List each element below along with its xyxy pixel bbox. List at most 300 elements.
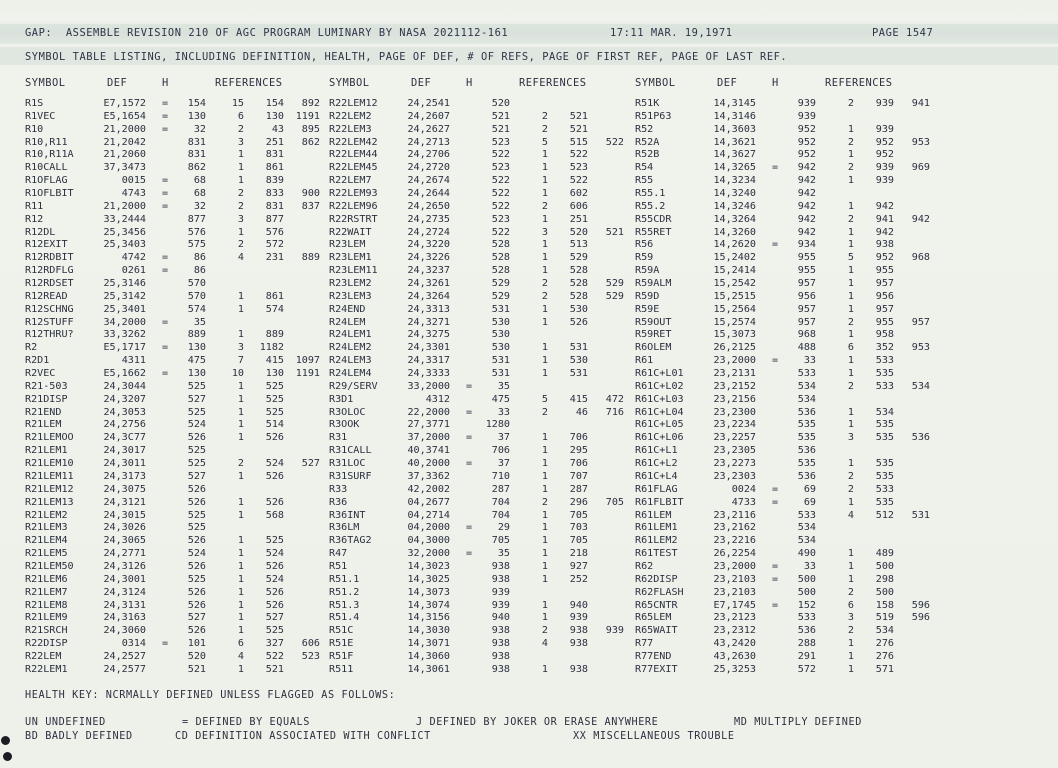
cell-first-ref: 525: [265, 535, 284, 547]
cell-ref-count: 1: [847, 419, 854, 431]
cell-first-ref: 939: [875, 175, 894, 187]
cell-ref-count: 2: [541, 625, 548, 637]
cell-definition: 23,2303: [713, 470, 756, 482]
cell-def-page: 529: [491, 290, 510, 302]
cell-def-page: 955: [797, 265, 816, 277]
cell-symbol: R1VEC: [25, 110, 56, 122]
cell-definition: 0261: [121, 265, 146, 277]
cell-ref-count: 1: [237, 560, 244, 572]
cell-symbol: R10,R11A: [25, 149, 74, 161]
cell-definition: 42,2002: [407, 483, 450, 495]
cell-first-ref: 831: [265, 149, 284, 161]
cell-ref-count: 1: [237, 496, 244, 508]
cell-first-ref: 252: [569, 573, 588, 585]
cell-first-ref: 1182: [259, 342, 284, 354]
cell-first-ref: 530: [569, 355, 588, 367]
cell-ref-count: 1: [847, 663, 854, 675]
cell-symbol: R21LEMOO: [25, 432, 74, 444]
cell-def-page: 536: [797, 445, 816, 457]
cell-symbol: R22RSTRT: [329, 213, 378, 225]
cell-last-ref: 968: [911, 252, 930, 264]
cell-symbol: R61C+L04: [635, 406, 684, 418]
cell-symbol: R59ALM: [635, 278, 672, 290]
cell-symbol: R55.2: [635, 200, 666, 212]
table-row: [0, 239, 1058, 252]
cell-first-ref: 571: [875, 663, 894, 675]
cell-symbol: R62: [635, 560, 654, 572]
cell-symbol: R22LEM42: [329, 136, 378, 148]
cell-first-ref: 535: [875, 368, 894, 380]
cell-symbol: R56: [635, 239, 654, 251]
cell-def-page: 956: [797, 290, 816, 302]
cell-symbol: R21LEM8: [25, 599, 68, 611]
cell-health: =: [162, 638, 169, 650]
cell-first-ref: 521: [265, 663, 284, 675]
cell-symbol: R59E: [635, 303, 660, 315]
page-number: PAGE 1547: [872, 27, 934, 39]
cell-ref-count: 6: [237, 638, 244, 650]
cell-ref-count: 1: [847, 239, 854, 251]
cell-last-ref: 837: [301, 200, 320, 212]
cell-ref-count: 6: [237, 110, 244, 122]
cell-def-page: 938: [491, 663, 510, 675]
cell-symbol: R12THRU?: [25, 329, 74, 341]
cell-first-ref: 524: [265, 548, 284, 560]
cell-def-page: 490: [797, 548, 816, 560]
cell-first-ref: 576: [265, 226, 284, 238]
cell-first-ref: 528: [569, 265, 588, 277]
cell-ref-count: 5: [541, 393, 548, 405]
cell-first-ref: 218: [569, 548, 588, 560]
cell-symbol: R24LEM2: [329, 342, 372, 354]
cell-symbol: R51.2: [329, 586, 360, 598]
column-header-def: DEF: [411, 77, 432, 89]
cell-ref-count: 1: [847, 573, 854, 585]
cell-symbol: R12RDSET: [25, 278, 74, 290]
cell-last-ref: 606: [301, 638, 320, 650]
cell-definition: 24,3131: [103, 599, 146, 611]
cell-ref-count: 4: [541, 638, 548, 650]
cell-def-page: 86: [193, 265, 206, 277]
health-key-item: XX MISCELLANEOUS TROUBLE: [573, 731, 735, 742]
cell-symbol: R24LEM1: [329, 329, 372, 341]
cell-health: =: [162, 188, 169, 200]
cell-def-page: 528: [491, 265, 510, 277]
cell-definition: 14,3265: [713, 162, 756, 174]
cell-first-ref: 500: [875, 560, 894, 572]
cell-symbol: R51C: [329, 625, 354, 637]
cell-definition: 24,3126: [103, 560, 146, 572]
cell-ref-count: 1: [237, 329, 244, 341]
cell-first-ref: 939: [569, 612, 588, 624]
cell-first-ref: 527: [265, 612, 284, 624]
cell-symbol: R54: [635, 162, 654, 174]
cell-def-page: 531: [491, 368, 510, 380]
cell-first-ref: 489: [875, 548, 894, 560]
cell-definition: E5,1662: [103, 368, 146, 380]
cell-first-ref: 535: [875, 432, 894, 444]
cell-ref-count: 1: [847, 329, 854, 341]
cell-health: =: [772, 560, 779, 572]
cell-ref-count: 2: [847, 162, 854, 174]
cell-def-page: 130: [187, 368, 206, 380]
cell-first-ref: 526: [265, 496, 284, 508]
cell-first-ref: 526: [265, 432, 284, 444]
cell-first-ref: 833: [265, 188, 284, 200]
cell-definition: 24,3011: [103, 458, 146, 470]
cell-definition: E5,1717: [103, 342, 146, 354]
cell-ref-count: 1: [541, 483, 548, 495]
table-row: [0, 111, 1058, 124]
cell-definition: 14,3627: [713, 149, 756, 161]
cell-health: =: [162, 316, 169, 328]
cell-def-page: 520: [187, 650, 206, 662]
cell-symbol: R21LEM12: [25, 483, 74, 495]
cell-def-page: 955: [797, 252, 816, 264]
cell-definition: 37,3473: [103, 162, 146, 174]
table-row: [0, 574, 1058, 587]
cell-symbol: R21LEM: [25, 419, 62, 431]
cell-symbol: R21LEM10: [25, 458, 74, 470]
cell-def-page: 520: [491, 98, 510, 109]
cell-symbol: R21LEM50: [25, 560, 74, 572]
cell-symbol: R10CALL: [25, 162, 68, 174]
cell-symbol: R31CALL: [329, 445, 372, 457]
cell-def-page: 525: [187, 406, 206, 418]
cell-ref-count: 1: [847, 548, 854, 560]
cell-ref-count: 1: [847, 278, 854, 290]
cell-def-page: 525: [187, 380, 206, 392]
cell-ref-count: 1: [847, 650, 854, 662]
cell-ref-count: 1: [237, 303, 244, 315]
cell-definition: 14,3071: [407, 638, 450, 650]
cell-def-page: 575: [187, 239, 206, 251]
cell-symbol: R22LEM12: [329, 98, 378, 109]
cell-first-ref: 533: [875, 483, 894, 495]
cell-def-page: 101: [187, 638, 206, 650]
cell-symbol: R21END: [25, 406, 62, 418]
cell-ref-count: 1: [237, 535, 244, 547]
cell-first-ref: 295: [569, 445, 588, 457]
cell-ref-count: 2: [541, 278, 548, 290]
table-row: [0, 587, 1058, 600]
cell-def-page: 533: [797, 612, 816, 624]
cell-symbol: R1OFLBIT: [25, 188, 74, 200]
cell-ref-count: 1: [847, 368, 854, 380]
cell-first-ref: 521: [569, 110, 588, 122]
cell-def-page: 500: [797, 573, 816, 585]
cell-definition: 37,2000: [407, 432, 450, 444]
cell-first-ref: 522: [569, 149, 588, 161]
cell-symbol: R21LEM2: [25, 509, 68, 521]
cell-definition: 14,3621: [713, 136, 756, 148]
table-row: [0, 471, 1058, 484]
cell-ref-count: 1: [847, 355, 854, 367]
cell-symbol: R61C+L01: [635, 368, 684, 380]
cell-first-ref: 530: [569, 303, 588, 315]
cell-symbol: R21LEM7: [25, 586, 68, 598]
cell-first-ref: 939: [875, 98, 894, 109]
cell-symbol: R12: [25, 213, 44, 225]
health-key-item: = DEFINED BY EQUALS: [182, 717, 310, 728]
cell-definition: 24,2706: [407, 149, 450, 161]
cell-health: =: [466, 432, 473, 444]
cell-def-page: 705: [491, 535, 510, 547]
column-header-health: H: [466, 77, 473, 89]
cell-definition: 24,3226: [407, 252, 450, 264]
cell-definition: 24,3017: [103, 445, 146, 457]
cell-symbol: R61C+L2: [635, 458, 678, 470]
cell-def-page: 535: [797, 432, 816, 444]
cell-def-page: 831: [187, 136, 206, 148]
cell-last-ref: 1097: [295, 355, 320, 367]
cell-symbol: R55.1: [635, 188, 666, 200]
cell-ref-count: 1: [541, 560, 548, 572]
cell-definition: 33,2444: [103, 213, 146, 225]
cell-definition: 27,3771: [407, 419, 450, 431]
table-row: [0, 497, 1058, 510]
cell-last-ref: 529: [605, 278, 624, 290]
cell-def-page: 527: [187, 612, 206, 624]
cell-def-page: 526: [187, 586, 206, 598]
cell-symbol: R51F: [329, 650, 354, 662]
cell-first-ref: 231: [265, 252, 284, 264]
cell-definition: 24,3121: [103, 496, 146, 508]
cell-symbol: R3D1: [329, 393, 354, 405]
cell-def-page: 889: [187, 329, 206, 341]
cell-ref-count: 2: [847, 98, 854, 109]
cell-ref-count: 1: [237, 586, 244, 598]
cell-definition: 43,2630: [713, 650, 756, 662]
cell-first-ref: 533: [875, 355, 894, 367]
cell-first-ref: 515: [569, 136, 588, 148]
cell-symbol: R24LEM4: [329, 368, 372, 380]
cell-symbol: R23LEM3: [329, 290, 372, 302]
cell-def-page: 531: [491, 355, 510, 367]
cell-ref-count: 2: [541, 290, 548, 302]
cell-definition: 24,3261: [407, 278, 450, 290]
cell-def-page: 68: [193, 175, 206, 187]
cell-def-page: 35: [497, 548, 510, 560]
cell-definition: 23,2300: [713, 406, 756, 418]
cell-last-ref: 531: [911, 509, 930, 521]
cell-def-page: 942: [797, 213, 816, 225]
cell-ref-count: 2: [847, 316, 854, 328]
cell-definition: 25,3142: [103, 290, 146, 302]
cell-def-page: 530: [491, 342, 510, 354]
cell-symbol: R61FLBIT: [635, 496, 684, 508]
cell-symbol: R23LEM2: [329, 278, 372, 290]
cell-first-ref: 606: [569, 200, 588, 212]
cell-first-ref: 706: [569, 432, 588, 444]
cell-def-page: 33: [497, 406, 510, 418]
cell-symbol: R52A: [635, 136, 660, 148]
cell-ref-count: 2: [237, 458, 244, 470]
cell-ref-count: 3: [237, 136, 244, 148]
cell-symbol: R51P63: [635, 110, 672, 122]
cell-ref-count: 10: [231, 368, 244, 380]
cell-ref-count: 2: [237, 188, 244, 200]
cell-definition: 04,3000: [407, 535, 450, 547]
cell-ref-count: 1: [541, 432, 548, 444]
cell-def-page: 33: [803, 560, 816, 572]
cell-def-page: 523: [491, 162, 510, 174]
cell-ref-count: 3: [847, 432, 854, 444]
table-row: [0, 445, 1058, 458]
cell-symbol: R21DISP: [25, 393, 68, 405]
cell-def-page: 877: [187, 213, 206, 225]
cell-symbol: R55CDR: [635, 213, 672, 225]
cell-definition: 24,2650: [407, 200, 450, 212]
cell-last-ref: 521: [605, 226, 624, 238]
cell-def-page: 939: [797, 98, 816, 109]
cell-first-ref: 526: [265, 560, 284, 572]
cell-health: =: [162, 123, 169, 135]
health-key-item: BD BADLY DEFINED: [25, 731, 133, 742]
cell-first-ref: 703: [569, 522, 588, 534]
cell-health: =: [772, 239, 779, 251]
cell-def-page: 475: [187, 355, 206, 367]
cell-def-page: 69: [803, 483, 816, 495]
cell-last-ref: 523: [301, 650, 320, 662]
cell-ref-count: 2: [541, 406, 548, 418]
cell-last-ref: 534: [911, 380, 930, 392]
cell-symbol: R51.3: [329, 599, 360, 611]
table-row: [0, 522, 1058, 535]
cell-def-page: 942: [797, 188, 816, 200]
table-row: [0, 317, 1058, 330]
cell-definition: 23,2162: [713, 522, 756, 534]
cell-symbol: R21-503: [25, 380, 68, 392]
cell-symbol: R61C+L4: [635, 470, 678, 482]
cell-first-ref: 955: [875, 316, 894, 328]
cell-definition: 24,2541: [407, 98, 450, 109]
cell-def-page: 527: [187, 470, 206, 482]
cell-ref-count: 1: [541, 599, 548, 611]
cell-symbol: R24END: [329, 303, 366, 315]
table-row: [0, 458, 1058, 471]
cell-definition: 0024: [731, 483, 756, 495]
cell-definition: 14,3061: [407, 663, 450, 675]
table-row: [0, 432, 1058, 445]
cell-def-page: 291: [797, 650, 816, 662]
cell-last-ref: 889: [301, 252, 320, 264]
cell-definition: 23,2257: [713, 432, 756, 444]
cell-ref-count: 1: [237, 149, 244, 161]
cell-symbol: R61: [635, 355, 654, 367]
cell-def-page: 288: [797, 638, 816, 650]
cell-first-ref: 519: [875, 612, 894, 624]
cell-first-ref: 296: [569, 496, 588, 508]
cell-symbol: R12RDBIT: [25, 252, 74, 264]
cell-def-page: 942: [797, 226, 816, 238]
cell-def-page: 862: [187, 162, 206, 174]
cell-symbol: R23LEM: [329, 239, 366, 251]
column-header-symbol: SYMBOL: [25, 77, 66, 89]
cell-ref-count: 1: [541, 470, 548, 482]
cell-definition: 23,2305: [713, 445, 756, 457]
cell-def-page: 534: [797, 535, 816, 547]
table-row: [0, 137, 1058, 150]
cell-definition: 23,2000: [713, 560, 756, 572]
cell-definition: 23,2131: [713, 368, 756, 380]
column-header-health: H: [772, 77, 779, 89]
cell-symbol: R59D: [635, 290, 660, 302]
cell-def-page: 527: [187, 393, 206, 405]
cell-ref-count: 2: [541, 496, 548, 508]
cell-ref-count: 1: [847, 638, 854, 650]
cell-def-page: 521: [491, 123, 510, 135]
cell-first-ref: 526: [265, 586, 284, 598]
cell-symbol: R21LEM13: [25, 496, 74, 508]
cell-last-ref: 1191: [295, 110, 320, 122]
health-key-item: J DEFINED BY JOKER OR ERASE ANYWHERE: [416, 717, 659, 728]
table-row: [0, 252, 1058, 265]
cell-first-ref: 524: [265, 573, 284, 585]
cell-ref-count: 2: [541, 110, 548, 122]
cell-symbol: R3OOK: [329, 419, 360, 431]
cell-first-ref: 535: [875, 470, 894, 482]
cell-first-ref: 706: [569, 458, 588, 470]
cell-def-page: 570: [187, 290, 206, 302]
cell-health: =: [466, 406, 473, 418]
cell-first-ref: 525: [265, 625, 284, 637]
cell-last-ref: 900: [301, 188, 320, 200]
cell-def-page: 952: [797, 149, 816, 161]
cell-definition: 24,2644: [407, 188, 450, 200]
cell-def-page: 68: [193, 188, 206, 200]
cell-definition: 4743: [121, 188, 146, 200]
cell-ref-count: 3: [541, 226, 548, 238]
cell-health: =: [466, 458, 473, 470]
cell-last-ref: 527: [301, 458, 320, 470]
cell-first-ref: 952: [875, 136, 894, 148]
cell-ref-count: 2: [847, 586, 854, 598]
cell-first-ref: 705: [569, 509, 588, 521]
cell-first-ref: 568: [265, 509, 284, 521]
cell-def-page: 37: [497, 458, 510, 470]
cell-def-page: 574: [187, 303, 206, 315]
cell-ref-count: 1: [237, 663, 244, 675]
cell-first-ref: 130: [265, 368, 284, 380]
cell-symbol: R61LEM2: [635, 535, 678, 547]
cell-definition: 25,3253: [713, 663, 756, 675]
cell-def-page: 522: [491, 188, 510, 200]
cell-first-ref: 525: [265, 380, 284, 392]
cell-ref-count: 1: [541, 213, 548, 225]
cell-last-ref: 596: [911, 599, 930, 611]
cell-definition: 23,2312: [713, 625, 756, 637]
column-header-references: REFERENCES: [215, 77, 283, 89]
cell-first-ref: 958: [875, 329, 894, 341]
cell-symbol: R61C+L03: [635, 393, 684, 405]
cell-symbol: R52: [635, 123, 654, 135]
cell-ref-count: 1: [847, 226, 854, 238]
table-row: [0, 201, 1058, 214]
cell-ref-count: 1: [237, 470, 244, 482]
cell-definition: 24,3026: [103, 522, 146, 534]
cell-first-ref: 942: [875, 200, 894, 212]
cell-first-ref: 43: [271, 123, 284, 135]
cell-def-page: 33: [803, 355, 816, 367]
cell-symbol: R61TEST: [635, 548, 678, 560]
cell-first-ref: 352: [875, 342, 894, 354]
cell-first-ref: 531: [569, 342, 588, 354]
cell-first-ref: 531: [569, 368, 588, 380]
cell-definition: 14,3145: [713, 98, 756, 109]
cell-health: =: [162, 342, 169, 354]
cell-definition: 37,3362: [407, 470, 450, 482]
